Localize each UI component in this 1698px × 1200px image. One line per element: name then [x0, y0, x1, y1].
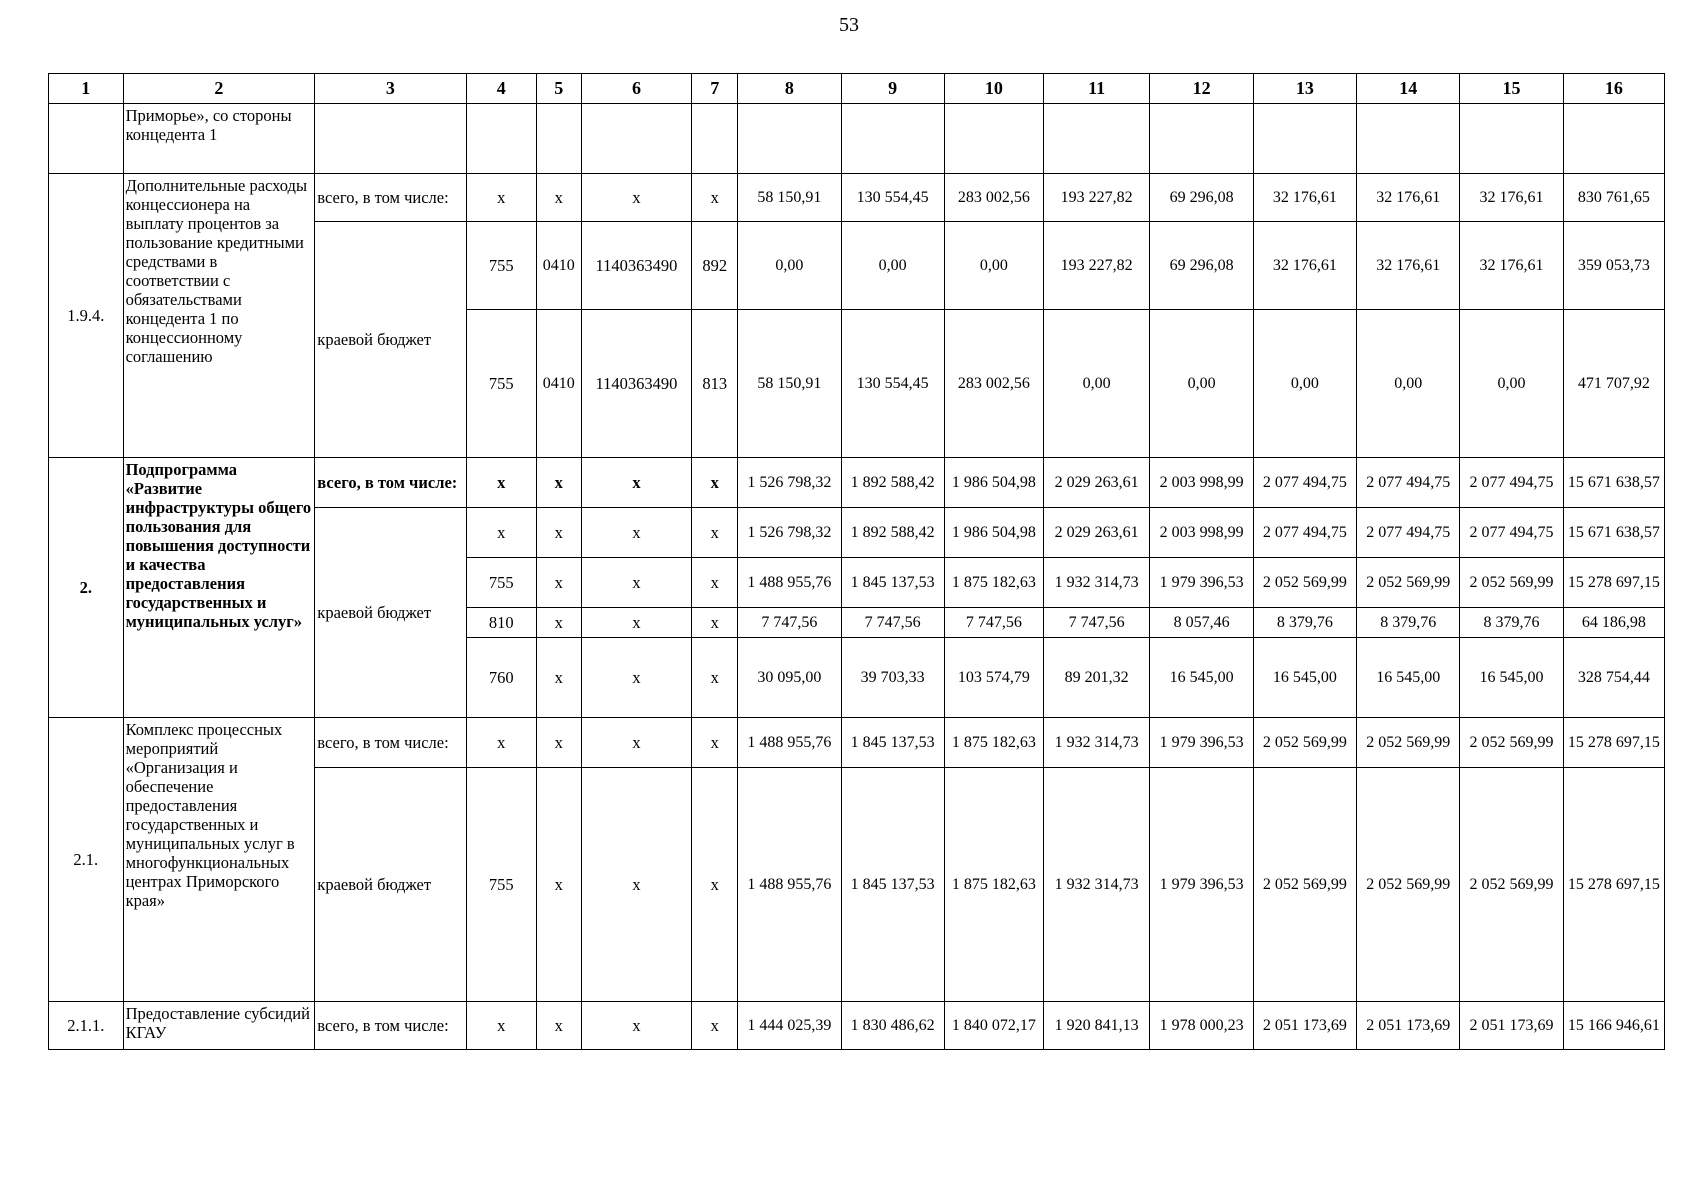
cell: 1 979 396,53 — [1150, 768, 1253, 1002]
cell: 1 845 137,53 — [841, 558, 944, 608]
cell — [466, 104, 536, 174]
cell: 8 379,76 — [1253, 608, 1356, 638]
cell: 471 707,92 — [1563, 310, 1664, 458]
cell: x — [536, 1002, 581, 1050]
cell: 1 488 955,76 — [738, 768, 841, 1002]
cell: 1 875 182,63 — [944, 718, 1043, 768]
cell: 755 — [466, 558, 536, 608]
row-id — [49, 104, 124, 174]
cell: x — [536, 638, 581, 718]
cell: 2 051 173,69 — [1357, 1002, 1460, 1050]
cell: x — [692, 174, 738, 222]
cell: x — [536, 174, 581, 222]
page-number: 53 — [839, 14, 859, 36]
row-id: 2.1. — [49, 718, 124, 1002]
cell — [692, 104, 738, 174]
cell: 32 176,61 — [1460, 174, 1563, 222]
funding-source: краевой бюджет — [315, 222, 466, 458]
cell — [841, 104, 944, 174]
cell — [536, 104, 581, 174]
cell: 0,00 — [1357, 310, 1460, 458]
cell: 1 979 396,53 — [1150, 558, 1253, 608]
cell: 32 176,61 — [1357, 174, 1460, 222]
row-id: 2.1.1. — [49, 1002, 124, 1050]
cell: 1140363490 — [581, 310, 692, 458]
col-header: 7 — [692, 74, 738, 104]
col-header: 6 — [581, 74, 692, 104]
cell — [738, 104, 841, 174]
cell: 16 545,00 — [1460, 638, 1563, 718]
row-name: Приморье», со стороны концедента 1 — [123, 104, 315, 174]
cell: 30 095,00 — [738, 638, 841, 718]
cell: 1 920 841,13 — [1043, 1002, 1150, 1050]
cell: 283 002,56 — [944, 174, 1043, 222]
cell: 15 278 697,15 — [1563, 558, 1664, 608]
table-row — [49, 458, 1665, 508]
col-header: 14 — [1357, 74, 1460, 104]
budget-table — [48, 73, 1665, 1050]
cell: 0,00 — [944, 222, 1043, 310]
cell: 1 444 025,39 — [738, 1002, 841, 1050]
cell — [1043, 104, 1150, 174]
cell: x — [581, 718, 692, 768]
cell: 813 — [692, 310, 738, 458]
cell — [1253, 104, 1356, 174]
col-header: 5 — [536, 74, 581, 104]
cell: 1140363490 — [581, 222, 692, 310]
cell: 2 077 494,75 — [1460, 508, 1563, 558]
table-row — [49, 104, 1665, 174]
col-header: 11 — [1043, 74, 1150, 104]
cell: 69 296,08 — [1150, 174, 1253, 222]
cell: x — [581, 458, 692, 508]
cell: 32 176,61 — [1253, 174, 1356, 222]
row-id: 1.9.4. — [49, 174, 124, 458]
cell: x — [536, 508, 581, 558]
cell: 15 166 946,61 — [1563, 1002, 1664, 1050]
cell: 58 150,91 — [738, 310, 841, 458]
cell: 15 278 697,15 — [1563, 768, 1664, 1002]
cell: 0,00 — [1460, 310, 1563, 458]
cell: 0,00 — [738, 222, 841, 310]
cell: 760 — [466, 638, 536, 718]
cell: x — [692, 638, 738, 718]
cell: 2 052 569,99 — [1357, 558, 1460, 608]
cell: 1 488 955,76 — [738, 718, 841, 768]
cell: x — [581, 508, 692, 558]
cell: 1 526 798,32 — [738, 458, 841, 508]
cell: 1 526 798,32 — [738, 508, 841, 558]
cell: x — [581, 1002, 692, 1050]
row-id: 2. — [49, 458, 124, 718]
cell: 1 840 072,17 — [944, 1002, 1043, 1050]
header-row — [49, 74, 1665, 104]
row-name: Комплекс процессных мероприятий «Организация и обеспечение предоставления государственных и муниципальных услуг в многофункциональных центрах Приморского края» — [123, 718, 315, 1002]
cell: 7 747,56 — [841, 608, 944, 638]
cell: 193 227,82 — [1043, 174, 1150, 222]
cell: 2 052 569,99 — [1460, 558, 1563, 608]
col-header: 3 — [315, 74, 466, 104]
funding-source: всего, в том числе: — [315, 174, 466, 222]
col-header: 15 — [1460, 74, 1563, 104]
cell: 2 077 494,75 — [1253, 508, 1356, 558]
cell: x — [692, 508, 738, 558]
cell: 89 201,32 — [1043, 638, 1150, 718]
cell: 810 — [466, 608, 536, 638]
cell: 39 703,33 — [841, 638, 944, 718]
col-header: 4 — [466, 74, 536, 104]
cell: 0,00 — [1043, 310, 1150, 458]
cell: 16 545,00 — [1150, 638, 1253, 718]
cell: 0,00 — [1253, 310, 1356, 458]
cell: x — [692, 1002, 738, 1050]
cell — [1460, 104, 1563, 174]
cell: 0,00 — [841, 222, 944, 310]
cell: 1 875 182,63 — [944, 558, 1043, 608]
cell: 1 875 182,63 — [944, 768, 1043, 1002]
col-header: 10 — [944, 74, 1043, 104]
cell: 1 830 486,62 — [841, 1002, 944, 1050]
cell: 32 176,61 — [1460, 222, 1563, 310]
cell — [1150, 104, 1253, 174]
cell: 2 051 173,69 — [1460, 1002, 1563, 1050]
cell: x — [466, 508, 536, 558]
cell: 359 053,73 — [1563, 222, 1664, 310]
cell: x — [581, 638, 692, 718]
col-header: 1 — [49, 74, 124, 104]
cell: 1 845 137,53 — [841, 718, 944, 768]
cell: 1 488 955,76 — [738, 558, 841, 608]
cell: 2 052 569,99 — [1460, 718, 1563, 768]
cell: 1 932 314,73 — [1043, 768, 1150, 1002]
cell: 32 176,61 — [1253, 222, 1356, 310]
cell: 1 986 504,98 — [944, 458, 1043, 508]
cell: x — [536, 768, 581, 1002]
cell: 1 932 314,73 — [1043, 558, 1150, 608]
cell: 7 747,56 — [738, 608, 841, 638]
cell: 2 029 263,61 — [1043, 458, 1150, 508]
cell: 58 150,91 — [738, 174, 841, 222]
cell: 2 077 494,75 — [1460, 458, 1563, 508]
table-row — [49, 718, 1665, 768]
cell: 2 052 569,99 — [1357, 768, 1460, 1002]
cell: 2 077 494,75 — [1357, 508, 1460, 558]
cell: 2 003 998,99 — [1150, 508, 1253, 558]
cell: x — [692, 608, 738, 638]
cell: 7 747,56 — [1043, 608, 1150, 638]
cell: x — [692, 458, 738, 508]
cell: 2 051 173,69 — [1253, 1002, 1356, 1050]
cell: x — [466, 174, 536, 222]
funding-source: краевой бюджет — [315, 768, 466, 1002]
cell: 8 379,76 — [1357, 608, 1460, 638]
cell: 8 379,76 — [1460, 608, 1563, 638]
cell: 130 554,45 — [841, 174, 944, 222]
cell: 15 278 697,15 — [1563, 718, 1664, 768]
table-row — [49, 174, 1665, 222]
cell: 8 057,46 — [1150, 608, 1253, 638]
cell: x — [536, 458, 581, 508]
cell: 1 892 588,42 — [841, 508, 944, 558]
cell: 2 052 569,99 — [1253, 718, 1356, 768]
row-name: Дополнительные расходы концессионера на выплату процентов за пользование кредитными средствами в соответствии с обязательствами концедента 1 по концессионному соглашению — [123, 174, 315, 458]
col-header: 13 — [1253, 74, 1356, 104]
cell: 830 761,65 — [1563, 174, 1664, 222]
cell: 2 052 569,99 — [1460, 768, 1563, 1002]
cell: 15 671 638,57 — [1563, 458, 1664, 508]
cell: 1 978 000,23 — [1150, 1002, 1253, 1050]
cell: x — [536, 608, 581, 638]
cell: 15 671 638,57 — [1563, 508, 1664, 558]
cell: x — [581, 608, 692, 638]
cell: 1 892 588,42 — [841, 458, 944, 508]
cell — [1563, 104, 1664, 174]
cell: 69 296,08 — [1150, 222, 1253, 310]
cell: 0410 — [536, 310, 581, 458]
cell: 0410 — [536, 222, 581, 310]
cell: 130 554,45 — [841, 310, 944, 458]
cell: 283 002,56 — [944, 310, 1043, 458]
funding-source: всего, в том числе: — [315, 1002, 466, 1050]
cell: x — [466, 718, 536, 768]
cell: 2 003 998,99 — [1150, 458, 1253, 508]
cell: 2 052 569,99 — [1357, 718, 1460, 768]
cell: 2 077 494,75 — [1357, 458, 1460, 508]
cell: x — [466, 458, 536, 508]
cell: 328 754,44 — [1563, 638, 1664, 718]
cell: 2 052 569,99 — [1253, 768, 1356, 1002]
cell: 64 186,98 — [1563, 608, 1664, 638]
cell: 2 077 494,75 — [1253, 458, 1356, 508]
cell: x — [581, 768, 692, 1002]
col-header: 16 — [1563, 74, 1664, 104]
cell: x — [692, 768, 738, 1002]
cell: x — [581, 174, 692, 222]
cell: 1 932 314,73 — [1043, 718, 1150, 768]
row-name: Подпрограмма «Развитие инфраструктуры общего пользования для повышения доступности и качества предоставления государственных и муниципальных услуг» — [123, 458, 315, 718]
cell: x — [536, 558, 581, 608]
cell: 755 — [466, 310, 536, 458]
cell: 103 574,79 — [944, 638, 1043, 718]
col-header: 9 — [841, 74, 944, 104]
funding-source: всего, в том числе: — [315, 458, 466, 508]
table-row — [49, 1002, 1665, 1050]
cell: 16 545,00 — [1253, 638, 1356, 718]
cell: 1 986 504,98 — [944, 508, 1043, 558]
cell: 32 176,61 — [1357, 222, 1460, 310]
funding-source: всего, в том числе: — [315, 718, 466, 768]
cell: 7 747,56 — [944, 608, 1043, 638]
row-name: Предоставление субсидий КГАУ — [123, 1002, 315, 1050]
cell: 2 029 263,61 — [1043, 508, 1150, 558]
cell: 193 227,82 — [1043, 222, 1150, 310]
cell — [1357, 104, 1460, 174]
cell — [944, 104, 1043, 174]
cell: x — [692, 718, 738, 768]
cell: x — [466, 1002, 536, 1050]
cell: 755 — [466, 222, 536, 310]
cell: x — [692, 558, 738, 608]
cell: 0,00 — [1150, 310, 1253, 458]
cell: 1 845 137,53 — [841, 768, 944, 1002]
cell: x — [581, 558, 692, 608]
cell: 1 979 396,53 — [1150, 718, 1253, 768]
col-header: 2 — [123, 74, 315, 104]
cell: 2 052 569,99 — [1253, 558, 1356, 608]
cell: 16 545,00 — [1357, 638, 1460, 718]
cell — [581, 104, 692, 174]
cell: x — [536, 718, 581, 768]
funding-source: краевой бюджет — [315, 508, 466, 718]
cell: 755 — [466, 768, 536, 1002]
funding-source — [315, 104, 466, 174]
col-header: 12 — [1150, 74, 1253, 104]
cell: 892 — [692, 222, 738, 310]
col-header: 8 — [738, 74, 841, 104]
